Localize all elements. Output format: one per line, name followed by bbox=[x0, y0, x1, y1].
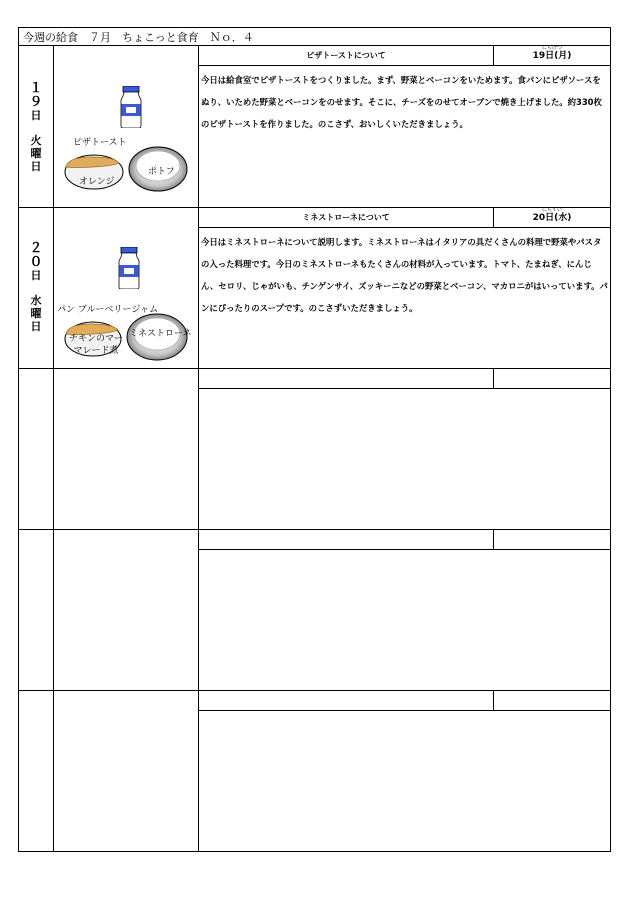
topic-cell bbox=[199, 208, 610, 368]
topic-date bbox=[494, 46, 610, 66]
topic-title bbox=[199, 691, 494, 711]
date-cell bbox=[19, 208, 54, 368]
date-cell bbox=[19, 691, 54, 851]
menu-item-main: チキンのマーマレード煮 bbox=[69, 334, 123, 356]
menu-item-bread: パン ブルーベリージャム bbox=[57, 305, 159, 315]
menu-item-soup: ミネストローネ bbox=[129, 329, 192, 339]
topic-cell bbox=[199, 691, 610, 851]
menu-cell bbox=[53, 691, 199, 851]
milk-bottle-icon bbox=[120, 86, 142, 128]
weekday-char: 水 bbox=[30, 294, 42, 307]
menu-item-fruit: オレンジ bbox=[79, 177, 115, 187]
topic-title bbox=[199, 530, 494, 550]
date-ruby: にちすい bbox=[541, 207, 562, 213]
topic-title: ミネストローネについて bbox=[199, 208, 494, 228]
topic-date bbox=[494, 208, 610, 228]
day-row-2 bbox=[18, 208, 611, 369]
date-cell bbox=[19, 530, 54, 690]
day-row-4 bbox=[18, 530, 611, 691]
topic-title: ピザトーストについて bbox=[199, 46, 494, 66]
weekday-char: 曜 bbox=[30, 147, 42, 160]
day-row-3 bbox=[18, 369, 611, 530]
menu-cell bbox=[53, 46, 199, 207]
date-char: ９ bbox=[29, 95, 43, 110]
date-label: 20日(水) bbox=[532, 213, 572, 223]
menu-cell bbox=[53, 369, 199, 529]
weekday-char: 火 bbox=[30, 134, 42, 147]
date-ruby: にちげつ bbox=[541, 45, 562, 51]
menu-item-bread: ピザトースト bbox=[73, 138, 127, 148]
topic-cell bbox=[199, 369, 610, 529]
date-label: 19日(月) bbox=[532, 51, 572, 61]
topic-date bbox=[494, 369, 610, 389]
sheet-header: 今週の給食 ７月 ちょこっと食育 Ｎｏ．４ bbox=[18, 27, 611, 46]
weekday-char: 曜 bbox=[30, 307, 42, 320]
date-char: ２ bbox=[29, 241, 43, 256]
menu-item-soup: ポトフ bbox=[148, 167, 175, 177]
weekday-char: 日 bbox=[30, 320, 42, 333]
date-cell bbox=[19, 46, 54, 207]
topic-cell bbox=[199, 530, 610, 690]
milk-bottle-icon bbox=[118, 247, 140, 289]
date-cell bbox=[19, 369, 54, 529]
date-char: １ bbox=[29, 81, 43, 96]
topic-title bbox=[199, 369, 494, 389]
topic-text: 今日は給食室でピザトーストをつくりました。まず、野菜とベーコンをいためます。食パンにピザソースをぬり、いためた野菜とベーコンをのせます。そこに、チーズをのせてオーブンで焼き上げました。約330枚のピザトーストを作りました。のこさず、おいしくいただきましょう。 bbox=[201, 75, 602, 129]
day-row-1 bbox=[18, 46, 611, 208]
date-char: 日 bbox=[30, 109, 42, 122]
topic-text: 今日はミネストローネについて説明します。ミネストローネはイタリアの具だくさんの料理で野菜やパスタの入った料理です。今日のミネストローネもたくさんの材料が入っています。トマト、たまねぎ、にんじん、セロリ、じゃがいも、チンゲンサイ、ズッキーニなどの野菜とベーコン、マカロニがはいっています。パンにぴったりのスープです。のこさずいただきましょう。 bbox=[201, 237, 608, 313]
date-char: 日 bbox=[30, 269, 42, 282]
topic-date bbox=[494, 530, 610, 550]
topic-date bbox=[494, 691, 610, 711]
menu-cell bbox=[53, 208, 199, 368]
menu-cell bbox=[53, 530, 199, 690]
weekday-char: 日 bbox=[30, 160, 42, 173]
day-row-5 bbox=[18, 691, 611, 852]
date-char: ０ bbox=[29, 255, 43, 270]
topic-cell bbox=[199, 46, 610, 207]
